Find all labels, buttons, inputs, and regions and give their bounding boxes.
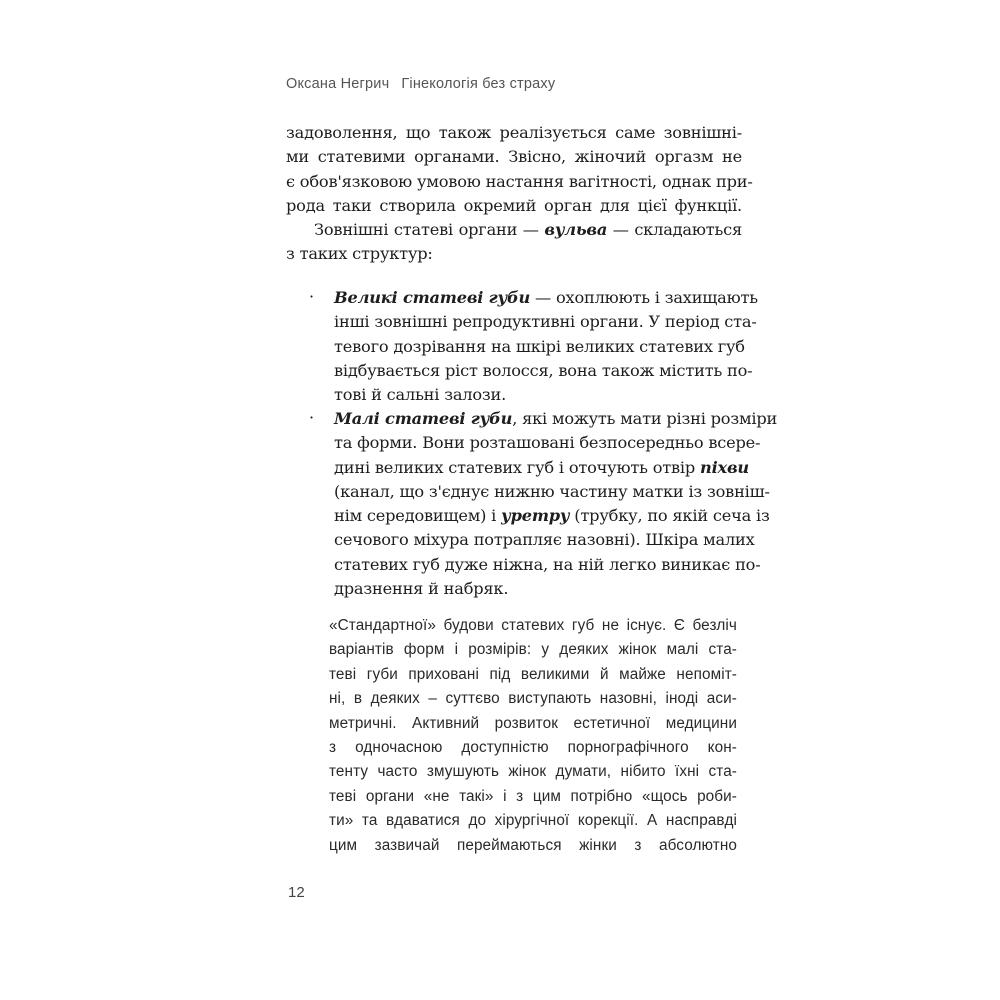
note-line: тенту часто змушують жінок думати, нібито їхні ста- — [329, 763, 737, 781]
text-run: — складаються — [607, 220, 742, 239]
text-line: з таких структур: — [286, 244, 433, 264]
text-line — [334, 407, 778, 431]
text-line: статевих губ дуже ніжна, на ній легко виникає по- — [334, 554, 761, 574]
header-author: Оксана Негрич — [286, 76, 390, 92]
text-line: інші зовнішні репродуктивні органи. У період ста- — [334, 312, 757, 332]
paragraph-1 — [286, 121, 753, 218]
text-run: дині великих статевих губ і оточують отвір — [334, 457, 700, 477]
sidebar-note — [329, 614, 737, 858]
header-book-title: Гінекологія без страху — [401, 76, 556, 92]
text-run: , які можуть мати різні розміри — [512, 409, 778, 428]
text-line — [334, 504, 770, 528]
page-number: 12 — [288, 884, 305, 901]
text-line — [334, 286, 758, 310]
term-vagina: піхви — [700, 457, 749, 477]
text-run: Зовнішні статеві органи — — [314, 220, 545, 239]
term-labia-majora: Великі статеві губи — [334, 288, 531, 307]
list-item-1 — [334, 286, 758, 407]
text-line: сечового міхура потрапляє назовні). Шкіра малих — [334, 530, 755, 550]
text-line: ми статевими органами. Звісно, жіночий оргазм не — [286, 147, 742, 167]
text-line: дразнення й набряк. — [334, 579, 509, 599]
text-run: нім середовищем) і — [334, 506, 502, 526]
text-line: є обов'язковою умовою настання вагітності, однак при- — [286, 171, 753, 191]
text-run: (трубку, по якій сеча із — [569, 506, 770, 526]
note-line: цим зазвичай переймаються жінки з абсолютно — [329, 836, 737, 854]
note-line: ти» та вдаватися до хірургічної корекції. А насправді — [329, 812, 737, 830]
list-bullet: · — [309, 287, 315, 306]
list-item-2 — [334, 407, 778, 601]
text-line: рода таки створила окремий орган для цієї функції. — [286, 195, 742, 215]
text-run: — охоплюють і захищають — [530, 288, 758, 307]
text-line: тевого дозрівання на шкірі великих статевих губ — [334, 336, 745, 356]
text-line: (канал, що з'єднує нижню частину матки із зовніш- — [334, 481, 770, 501]
text-line: відбувається ріст волосся, вона також містить по- — [334, 360, 753, 380]
note-line: ні, в деяких – суттєво виступають назовні, іноді аси- — [329, 690, 737, 708]
note-line: теві губи приховані під великими й майже непоміт- — [329, 665, 737, 683]
paragraph-2 — [286, 218, 742, 267]
running-header — [286, 76, 555, 92]
text-line — [286, 218, 742, 242]
note-line: «Стандартної» будови статевих губ не існує. Є безліч — [329, 617, 737, 634]
note-line: з одночасною доступністю порнографічного кон- — [329, 739, 737, 757]
note-line: теві органи «не такі» і з цим потрібно «щось роби- — [329, 787, 737, 805]
text-line: задоволення, що також реалізується саме зовнішні- — [286, 123, 742, 142]
term-labia-minora: Малі статеві губи — [334, 409, 513, 428]
text-line: та форми. Вони розташовані безпосередньо всере- — [334, 433, 761, 453]
note-line: варіантів форм і розмірів: у деяких жінок малі ста- — [329, 641, 737, 659]
list-bullet: · — [309, 408, 315, 427]
term-urethra: уретру — [501, 506, 570, 526]
text-line: тові й сальні залози. — [334, 385, 507, 405]
text-line — [334, 456, 749, 480]
note-line: метричні. Активний розвиток естетичної медицини — [329, 714, 737, 732]
term-vulva: вульва — [544, 220, 608, 239]
